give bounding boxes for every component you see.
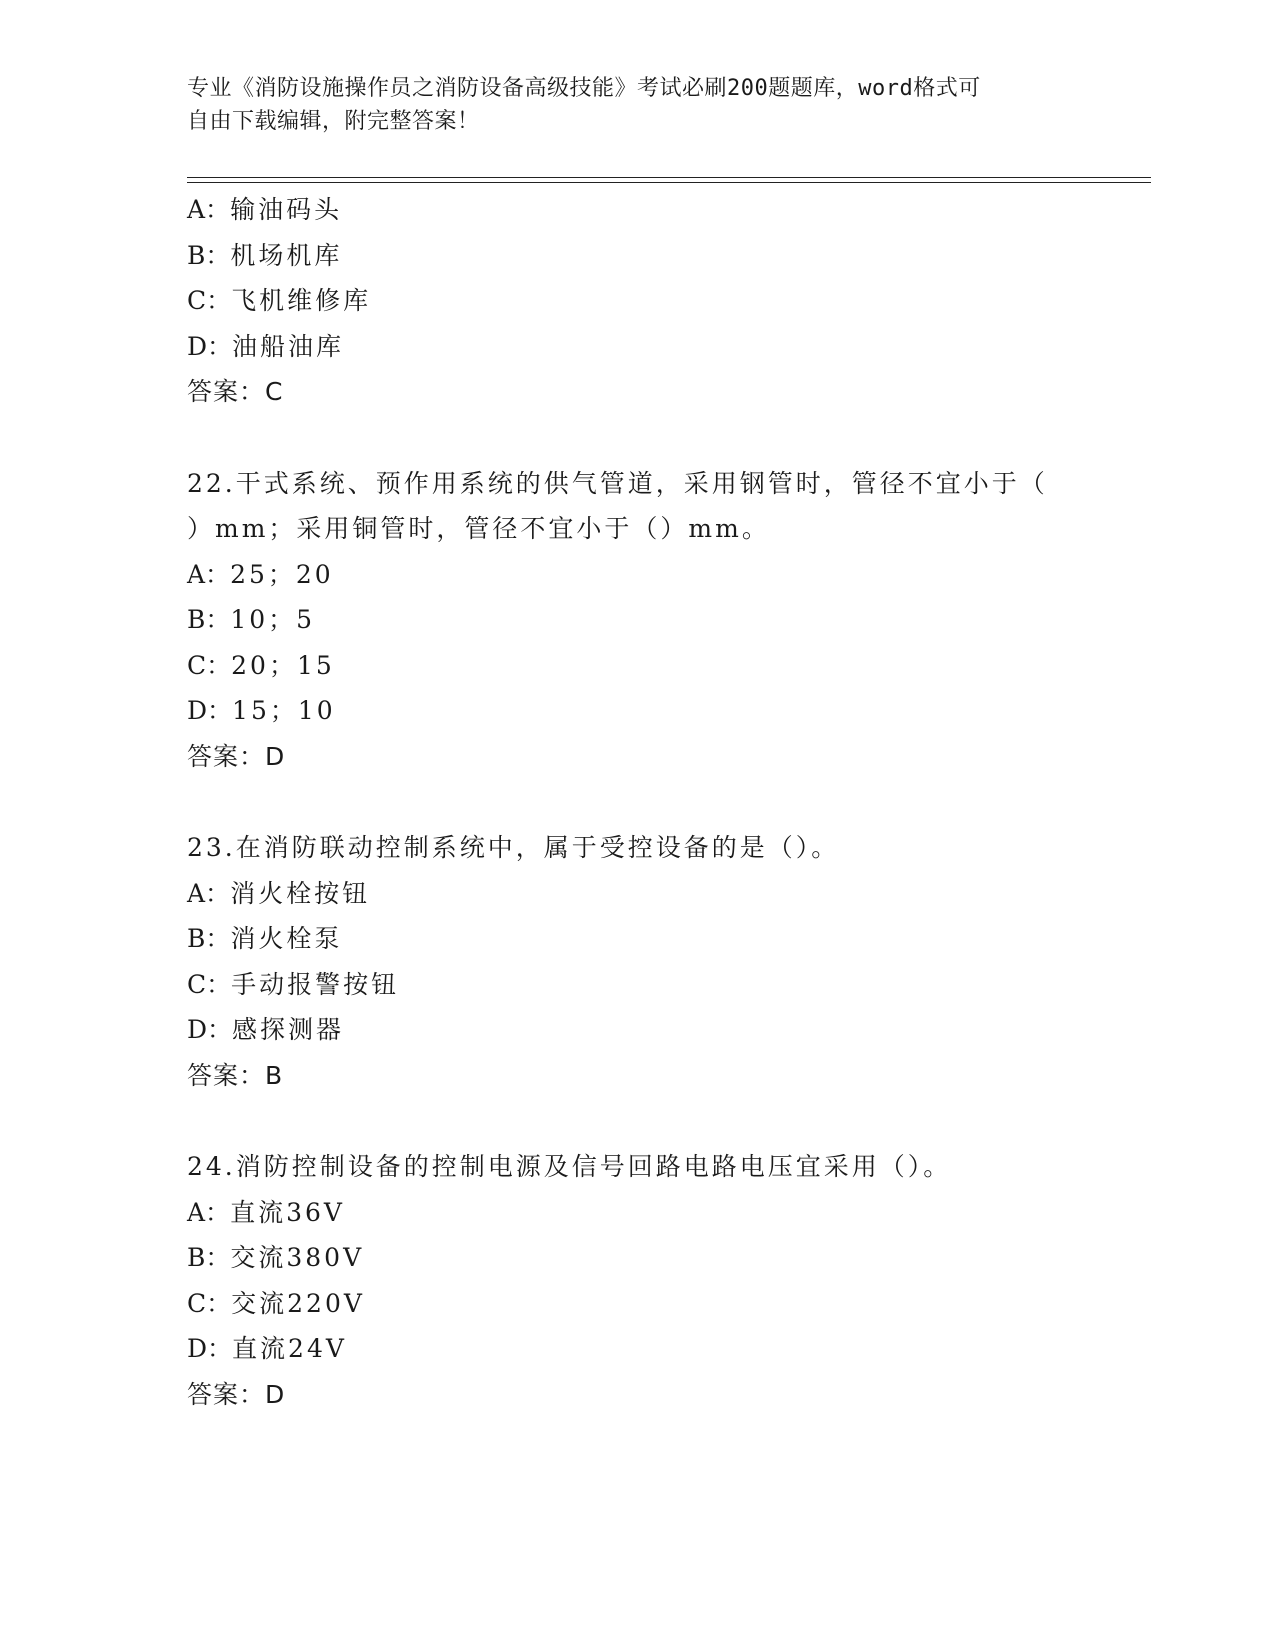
option-b	[187, 1235, 1087, 1281]
question-stem: 23.在消防联动控制系统中，属于受控设备的是（）。	[187, 833, 840, 862]
option-d	[187, 324, 1087, 370]
option-key: C：	[187, 1288, 232, 1318]
option-key: A：	[187, 878, 231, 908]
answer: 答案：B	[187, 1060, 284, 1090]
spacer	[187, 1098, 1087, 1144]
option-c	[187, 643, 1087, 689]
option-text: 油船油库	[232, 331, 345, 361]
option-key: C：	[187, 286, 232, 315]
question-22	[187, 461, 1087, 780]
option-text: 机场机库	[230, 240, 343, 270]
question-stem: 22.干式系统、预作用系统的供气管道，采用钢管时，管径不宜小于（	[187, 468, 1048, 498]
question-23	[187, 825, 1087, 1098]
option-key: D：	[187, 696, 233, 725]
option-d	[187, 1007, 1087, 1053]
option-text: 25；20	[230, 559, 334, 589]
header-line-2: 自由下载编辑，附完整答案！	[187, 109, 480, 134]
option-d	[187, 1326, 1087, 1372]
option-text: 直流36V	[230, 1197, 345, 1227]
document-header	[187, 72, 1067, 138]
option-text: 交流220V	[231, 1288, 365, 1318]
header-divider-top	[187, 177, 1151, 178]
option-text: 消火栓泵	[230, 924, 343, 953]
option-text: 交流380V	[230, 1243, 365, 1272]
option-text: 直流24V	[232, 1334, 347, 1363]
option-c	[187, 1281, 1087, 1327]
option-text: 飞机维修库	[231, 286, 372, 315]
question-stem-continued: ）mm；采用铜管时，管径不宜小于（）mm。	[187, 514, 770, 543]
option-text: 感探测器	[232, 1015, 345, 1044]
option-a	[187, 871, 1087, 917]
spacer	[187, 779, 1087, 825]
option-key: A：	[187, 1197, 231, 1227]
question-stem: 24.消防控制设备的控制电源及信号回路电路电压宜采用（）。	[187, 1152, 952, 1181]
option-key: B：	[187, 924, 231, 953]
option-text: 20；15	[231, 650, 335, 680]
option-b	[187, 233, 1087, 279]
option-a	[187, 552, 1087, 598]
option-c	[187, 962, 1087, 1008]
option-text: 消火栓按钮	[230, 878, 371, 908]
option-a	[187, 187, 1087, 233]
option-key: D：	[187, 1015, 233, 1044]
option-b	[187, 597, 1087, 643]
question-24	[187, 1144, 1087, 1417]
option-key: A：	[187, 195, 231, 224]
option-key: A：	[187, 559, 231, 589]
option-key: B：	[187, 1243, 231, 1272]
option-key: C：	[187, 969, 232, 999]
option-b	[187, 916, 1087, 962]
option-a	[187, 1190, 1087, 1236]
header-line-1: 专业《消防设施操作员之消防设备高级技能》考试必刷200题题库，word格式可	[187, 76, 981, 101]
question-21-tail	[187, 187, 1087, 415]
option-d	[187, 688, 1087, 734]
option-key: C：	[187, 650, 232, 680]
answer: 答案：D	[187, 1379, 286, 1409]
question-list	[187, 187, 1087, 1417]
option-c	[187, 278, 1087, 324]
option-text: 10；5	[230, 605, 316, 634]
answer: 答案：C	[187, 377, 284, 406]
spacer	[187, 415, 1087, 461]
option-key: D：	[187, 331, 233, 361]
answer: 答案：D	[187, 741, 286, 771]
option-text: 输油码头	[230, 195, 343, 224]
option-text: 15；10	[232, 696, 336, 725]
option-text: 手动报警按钮	[231, 969, 400, 999]
header-divider-bottom	[187, 182, 1151, 183]
option-key: D：	[187, 1334, 233, 1363]
option-key: B：	[187, 605, 231, 634]
option-key: B：	[187, 240, 231, 270]
